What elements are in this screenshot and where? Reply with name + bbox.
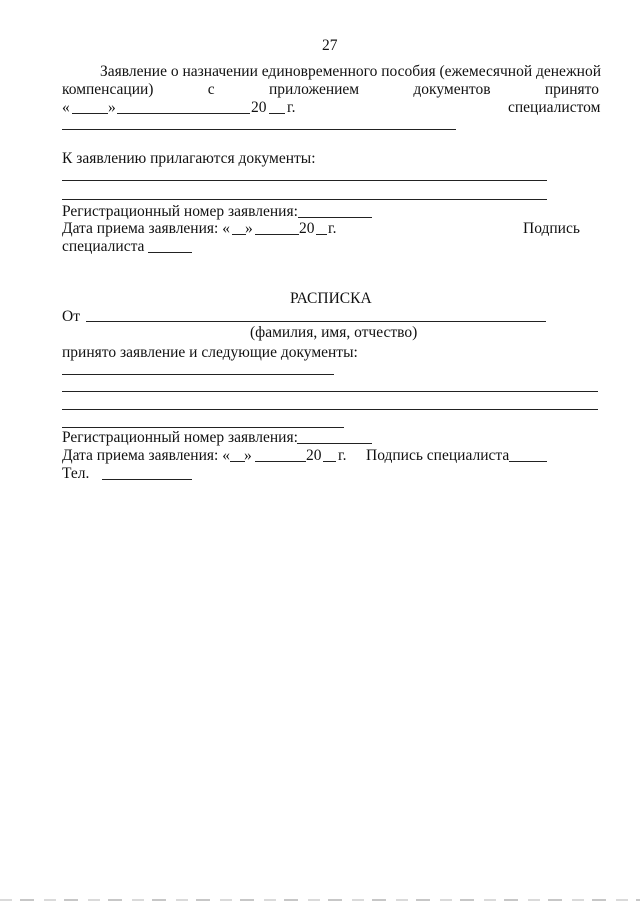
application-year-blank[interactable] [269,113,285,114]
receipt-date-close: » [244,447,252,464]
receipt-phone-blank[interactable] [102,479,192,480]
application-word: с [207,81,215,98]
receipt-title: РАСПИСКА [290,290,372,307]
receipt-year-prefix: 20 [306,447,322,464]
receipt-year-suffix: г. [338,447,347,464]
attachments-line-1[interactable] [62,180,547,181]
application-year-prefix: 20 [251,99,267,116]
receipt-reg-number-blank[interactable] [297,443,372,444]
receipt-reg-number-label: Регистрационный номер заявления: [62,429,298,446]
receipt-day-blank[interactable] [230,461,245,462]
application-line-1: Заявление о назначении единовременного пособия (ежемесячной денежной [100,63,601,80]
application-word: документов [413,81,491,98]
reception-date-label: Дата приема заявления: « [62,220,230,237]
specialist-label: специалиста [62,238,145,255]
receipt-from-blank[interactable] [86,321,546,322]
application-month-blank[interactable] [117,113,250,114]
reception-date-close: » [245,220,253,237]
application-date-close: » [108,99,116,116]
application-word: компенсации) [62,81,154,98]
specialist-signature-blank[interactable] [148,252,192,253]
reception-day-blank[interactable] [232,234,246,235]
receipt-signature-blank[interactable] [509,461,547,462]
reception-year-blank[interactable] [316,234,327,235]
receipt-from-label: От [62,308,80,325]
reception-year-suffix: г. [328,220,337,237]
application-date-open: « [62,99,70,116]
application-word: принято [544,81,599,98]
receipt-month-blank[interactable] [255,461,306,462]
receipt-accepted-label: принято заявление и следующие документы: [62,344,358,361]
scan-edge-artifact [0,899,640,901]
receipt-year-blank[interactable] [323,461,336,462]
reg-number-blank[interactable] [298,217,372,218]
receipt-docs-line-2[interactable] [62,391,598,392]
receipt-phone-label: Тел. [62,465,90,482]
application-day-blank[interactable] [72,113,108,114]
receipt-signature-label: Подпись специалиста [366,447,510,464]
reception-month-blank[interactable] [255,234,299,235]
receipt-fio-hint: (фамилия, имя, отчество) [250,324,418,341]
attachments-line-2[interactable] [62,199,547,200]
reception-year-prefix: 20 [299,220,315,237]
application-year-suffix: г. [287,99,296,116]
reg-number-label: Регистрационный номер заявления: [62,203,298,220]
receipt-docs-line-3[interactable] [62,409,598,410]
application-line-2 [62,81,599,99]
application-specialist-word: специалистом [508,99,601,116]
page-number: 27 [322,37,338,54]
specialist-name-line[interactable] [62,129,456,130]
attachments-label: К заявлению прилагаются документы: [62,150,316,167]
receipt-docs-line-1[interactable] [62,374,334,375]
receipt-docs-line-4[interactable] [62,427,344,428]
application-word: приложением [269,81,360,98]
signature-label: Подпись [523,220,580,237]
receipt-date-label: Дата приема заявления: « [62,447,230,464]
